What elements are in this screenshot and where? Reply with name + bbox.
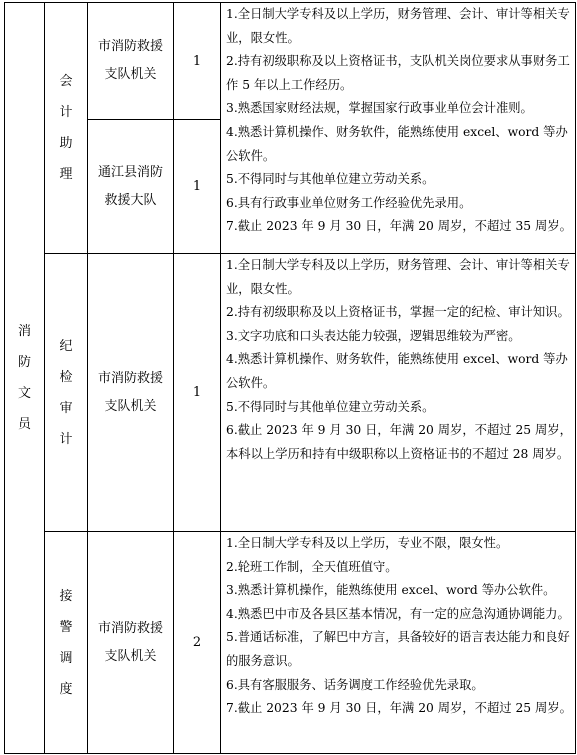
position-char: 计 xyxy=(59,431,73,447)
unit-line: 市消防救援 xyxy=(97,370,163,386)
position-name-cell xyxy=(45,254,88,532)
position-char: 纪 xyxy=(59,338,73,354)
requirement-item: 1.全日制大学专科及以上学历，财务管理、会计、审计等相关专业，限女性。 xyxy=(226,258,570,296)
requirement-item: 4.熟悉计算机操作、财务软件，能熟练使用 excel、word 等办公软件。 xyxy=(226,124,568,163)
position-name-cell xyxy=(45,3,88,254)
position-char: 计 xyxy=(59,105,73,120)
unit-line: 支队机关 xyxy=(104,648,157,664)
requirements-cell xyxy=(221,532,576,754)
table-row xyxy=(5,3,576,120)
unit-cell xyxy=(88,254,174,532)
position-char: 度 xyxy=(59,681,73,697)
count-cell: 2 xyxy=(174,532,221,754)
recruitment-table xyxy=(4,2,576,754)
unit-cell xyxy=(88,120,174,254)
requirement-item: 6.具有客服服务、话务调度工作经验优先录取。 xyxy=(226,677,484,692)
table-row xyxy=(5,254,576,532)
requirement-item: 1.全日制大学专科及以上学历，专业不限，限女性。 xyxy=(226,536,509,550)
requirements-cell xyxy=(221,3,576,254)
unit-line: 支队机关 xyxy=(104,67,157,82)
unit-line: 救援大队 xyxy=(104,192,157,208)
position-char: 理 xyxy=(59,167,73,182)
requirement-item: 5.不得同时与其他单位建立劳动关系。 xyxy=(226,172,435,187)
requirement-item: 6.具有行政事业单位财务工作经验优先录用。 xyxy=(226,195,472,210)
category-char: 防 xyxy=(17,355,31,370)
requirement-item: 4.熟悉计算机操作、财务软件，能熟练使用 excel、word 等办公软件。 xyxy=(226,352,568,390)
requirement-item: 3.熟悉国家财经法规，掌握国家行政事业单位会计准则。 xyxy=(226,101,533,116)
count-cell: 1 xyxy=(174,3,221,120)
requirement-item: 1.全日制大学专科及以上学历，财务管理、会计、审计等相关专业，限女性。 xyxy=(226,7,570,45)
unit-line: 市消防救援 xyxy=(97,39,163,54)
unit-line: 支队机关 xyxy=(104,398,157,414)
requirement-item: 2.持有初级职称及以上资格证书，掌握一定的纪检、审计知识。 xyxy=(226,305,570,320)
position-name-cell xyxy=(45,532,88,754)
position-char: 审 xyxy=(59,400,73,416)
category-char: 文 xyxy=(17,386,31,401)
requirement-item: 3.文字功底和口头表达能力较强，逻辑思维较为严密。 xyxy=(226,328,521,343)
position-char: 接 xyxy=(59,588,73,604)
requirement-item: 3.熟悉计算机操作，能熟练使用 excel、word 等办公软件。 xyxy=(226,583,556,598)
unit-cell xyxy=(88,3,174,120)
unit-line: 通江县消防 xyxy=(97,164,163,180)
requirement-item: 6.截止 2023 年 9 月 30 日，年满 20 周岁，不超过 25 周岁，本科以上学历和持有中级职称以上资格证书的不超过 28 周岁。 xyxy=(226,423,572,461)
count-cell: 1 xyxy=(174,120,221,254)
unit-cell xyxy=(88,532,174,754)
position-char: 调 xyxy=(59,650,73,666)
requirement-item: 5.不得同时与其他单位建立劳动关系。 xyxy=(226,399,435,414)
category-char: 消 xyxy=(17,324,31,339)
requirement-item: 2.持有初级职称及以上资格证书，支队机关岗位要求从事财务工作 5 年以上工作经历。 xyxy=(226,54,570,92)
position-char: 助 xyxy=(59,136,73,151)
table-row xyxy=(5,532,576,754)
requirement-item: 7.截止 2023 年 9 月 30 日，年满 20 周岁，不超过 35 周岁。 xyxy=(226,219,572,234)
position-char: 会 xyxy=(59,74,73,89)
position-char: 警 xyxy=(59,619,73,635)
category-char: 员 xyxy=(17,417,31,432)
category-cell xyxy=(5,3,45,754)
position-char: 检 xyxy=(59,369,73,385)
requirements-cell xyxy=(221,254,576,532)
requirement-item: 5.普通话标准，了解巴中方言，具备较好的语言表达能力和良好的服务意识。 xyxy=(226,630,570,668)
requirement-item: 2.轮班工作制，全天值班值守。 xyxy=(226,559,398,574)
requirement-item: 4.熟悉巴中市及各县区基本情况，有一定的应急沟通协调能力。 xyxy=(226,606,570,621)
unit-line: 市消防救援 xyxy=(97,620,163,636)
count-cell: 1 xyxy=(174,254,221,532)
requirement-item: 7.截止 2023 年 9 月 30 日，年满 20 周岁，不超过 25 周岁。 xyxy=(226,701,572,716)
